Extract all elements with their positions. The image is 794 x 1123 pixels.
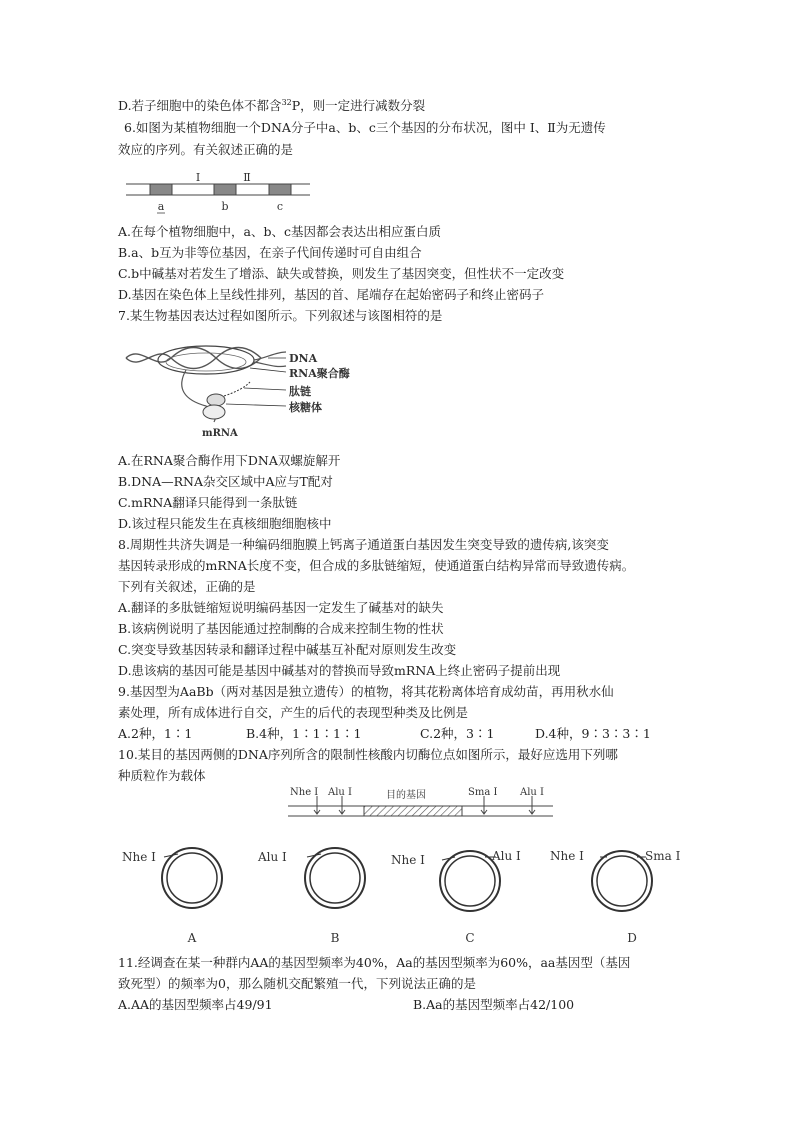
q9-option-d: D.4种，9∶3∶3∶1 [535, 726, 651, 741]
q7-option-c: C.mRNA翻译只能得到一条肽链 [118, 495, 298, 510]
q10-stem-line2: 种质粒作为载体 [118, 768, 206, 783]
label-dna: DNA [289, 352, 318, 365]
region-label-1: Ⅰ [195, 171, 201, 184]
q9-stem-line2: 素处理，所有成体进行自交，产生的后代的表现型种类及比例是 [118, 705, 469, 720]
q8-option-a: A.翻译的多肽链缩短说明编码基因一定发生了碱基对的缺失 [118, 600, 444, 615]
label-rna-polymerase: RNA聚合酶 [289, 367, 350, 380]
q8-option-c: C.突变导致基因转录和翻译过程中碱基互补配对原则发生改变 [118, 642, 457, 657]
plasmid-a [122, 848, 222, 945]
target-gene-segment [364, 806, 462, 816]
plasmid-a-site-1: Nhe Ⅰ [122, 850, 156, 864]
plasmid-c-site-2: Alu Ⅰ [492, 849, 521, 863]
q6-dna-figure [126, 170, 316, 216]
q8-option-b: B.该病例说明了基因能通过控制酶的合成来控制生物的性状 [118, 621, 444, 636]
ribosome [207, 394, 225, 406]
q7-gene-expression-figure [126, 340, 376, 445]
q8-stem-line2: 基因转录形成的mRNA长度不变，但合成的多肽链缩短，使通道蛋白结构异常而导致遗传病。 [118, 558, 635, 573]
label-peptide-chain: 肽链 [289, 385, 311, 398]
q10-restriction-site-figure [288, 784, 560, 826]
plasmid-c-site-1: Nhe Ⅰ [391, 853, 425, 867]
gene-label-b: b [221, 200, 229, 213]
site-label-nhe1: Nhe Ⅰ [290, 787, 319, 798]
gene-label-a: a [157, 200, 165, 213]
q7-option-d: D.该过程只能发生在真核细胞细胞核中 [118, 516, 332, 531]
q6-stem-line1: 6.如图为某植物细胞一个DNA分子中a、b、c三个基因的分布状况，图中 Ⅰ、Ⅱ为无遗传 [124, 120, 606, 135]
q11-option-a: A.AA的基因型频率占49/91 [118, 997, 273, 1012]
plasmid-c [391, 849, 521, 945]
q7-option-a: A.在RNA聚合酶作用下DNA双螺旋解开 [118, 453, 341, 468]
q11-option-b: B.Aa的基因型频率占42/100 [413, 997, 575, 1012]
q7-option-b: B.DNA—RNA杂交区域中A应与T配对 [118, 474, 333, 489]
site-label-alu1-left: Alu Ⅰ [328, 787, 352, 798]
region-label-2: Ⅱ [243, 171, 251, 184]
q8-option-d: D.患该病的基因可能是基因中碱基对的替换而导致mRNA上终止密码子提前出现 [118, 663, 561, 678]
plasmid-d-site-2: Sma Ⅰ [645, 849, 681, 863]
q9-option-b: B.4种，1∶1∶1∶1 [246, 726, 362, 741]
plasmid-b [257, 848, 365, 945]
site-label-alu1-right: Alu Ⅰ [520, 787, 544, 798]
target-gene-label: 目的基因 [386, 790, 426, 801]
q6-option-c: C.b中碱基对若发生了增添、缺失或替换，则发生了基因突变，但性状不一定改变 [118, 266, 565, 281]
q9-option-a: A.2种，1∶1 [118, 726, 193, 741]
q6-option-b: B.a、b互为非等位基因，在亲子代间传递时可自由组合 [118, 245, 422, 260]
q11-stem-line1: 11.经调查在某一种群内AA的基因型频率为40%，Aa的基因型频率为60%，aa基因型（基因 [118, 955, 631, 970]
q6-option-a: A.在每个植物细胞中，a、b、c基因都会表达出相应蛋白质 [118, 224, 441, 239]
plasmid-c-letter: C [465, 931, 475, 945]
q11-stem-line2: 致死型）的频率为0，那么随机交配繁殖一代，下列说法正确的是 [118, 976, 476, 991]
plasmid-d-letter: D [627, 931, 637, 945]
gene-a-segment [150, 184, 172, 195]
plasmid-a-letter: A [187, 931, 197, 945]
plasmid-b-letter: B [330, 931, 340, 945]
q8-stem-line3: 下列有关叙述，正确的是 [118, 579, 256, 594]
gene-b-segment [214, 184, 236, 195]
site-label-sma1: Sma Ⅰ [468, 787, 498, 798]
q7-stem: 7.某生物基因表达过程如图所示。下列叙述与该图相符的是 [118, 308, 443, 323]
q9-option-c: C.2种，3∶1 [420, 726, 495, 741]
gene-c-segment [269, 184, 291, 195]
q6-option-d: D.基因在染色体上呈线性排列，基因的首、尾端存在起始密码子和终止密码子 [118, 287, 545, 302]
plasmid-d [550, 849, 681, 945]
q10-plasmid-options [118, 836, 688, 948]
q10-stem-line1: 10.某目的基因两侧的DNA序列所含的限制性核酸内切酶位点如图所示，最好应选用下列哪 [118, 747, 618, 762]
q8-stem-line1: 8.周期性共济失调是一种编码细胞膜上钙离子通道蛋白基因发生突变导致的遗传病,该突变 [118, 537, 609, 552]
label-mrna: mRNA [202, 428, 238, 439]
plasmid-d-site-1: Nhe Ⅰ [550, 849, 584, 863]
label-ribosome: 核糖体 [289, 401, 322, 414]
q5-option-d: D.若子细胞中的染色体不都含$^{32}$P，则一定进行减数分裂 [118, 98, 426, 113]
plasmid-b-site-1: Alu Ⅰ [258, 850, 287, 864]
gene-label-c: c [276, 200, 284, 213]
q9-stem-line1: 9.基因型为AaBb（两对基因是独立遗传）的植物，将其花粉离体培育成幼苗，再用秋水仙 [118, 684, 614, 699]
q6-stem-line2: 效应的序列。有关叙述正确的是 [118, 142, 294, 157]
